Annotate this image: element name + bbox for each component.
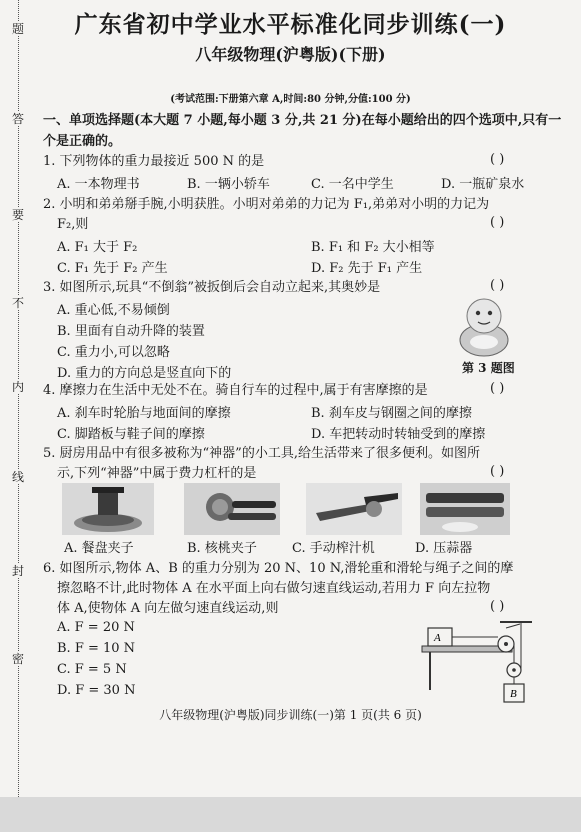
q1-option-b[interactable]: B. 一辆小轿车 bbox=[187, 177, 270, 192]
question-5-stem: 5. 厨房用品中有很多被称为“神器”的小工具,给生活带来了很多便利。如图所 bbox=[43, 446, 480, 461]
q5-option-c[interactable]: C. 手动榨汁机 bbox=[292, 541, 375, 556]
question-6-stem: 6. 如图所示,物体 A、B 的重力分别为 20 N、10 N,滑轮重和滑轮与绳子之间的摩 bbox=[43, 561, 514, 576]
q2-option-b[interactable]: B. F₁ 和 F₂ 大小相等 bbox=[311, 240, 435, 255]
q3-option-a[interactable]: A. 重心低,不易倾倒 bbox=[57, 303, 170, 318]
q6-option-a[interactable]: A. F = 20 N bbox=[57, 620, 135, 635]
question-5-stem-cont: 示,下列“神器”中属于费力杠杆的是 bbox=[57, 466, 257, 481]
question-1-stem: 1. 下列物体的重力最接近 500 N 的是 bbox=[43, 154, 265, 169]
q2-option-d[interactable]: D. F₂ 先于 F₁ 产生 bbox=[311, 261, 423, 276]
q1-option-a[interactable]: A. 一本物理书 bbox=[57, 177, 140, 192]
q3-option-b[interactable]: B. 里面有自动升降的装置 bbox=[57, 324, 205, 339]
q5-option-a[interactable]: A. 餐盘夹子 bbox=[64, 541, 134, 556]
answer-paren[interactable]: ( ) bbox=[490, 152, 505, 167]
binding-char: 线 bbox=[6, 470, 30, 484]
binding-char: 题 bbox=[6, 22, 30, 36]
question-4-stem: 4. 摩擦力在生活中无处不在。骑自行车的过程中,属于有害摩擦的是 bbox=[43, 383, 428, 398]
q1-option-d[interactable]: D. 一瓶矿泉水 bbox=[441, 177, 525, 192]
block-a-label: A bbox=[434, 632, 441, 644]
binding-char: 内 bbox=[6, 380, 30, 394]
hand-juicer-photo bbox=[306, 483, 402, 535]
question-2-stem-cont: F₂,则 bbox=[57, 217, 89, 232]
block-b-label: B bbox=[510, 688, 517, 700]
answer-paren[interactable]: ( ) bbox=[490, 278, 505, 293]
tumbler-toy-figure bbox=[455, 292, 513, 358]
q1-option-c[interactable]: C. 一名中学生 bbox=[311, 177, 394, 192]
page-title: 广东省初中学业水平标准化同步训练(一) bbox=[74, 11, 507, 38]
q2-option-c[interactable]: C. F₁ 先于 F₂ 产生 bbox=[57, 261, 168, 276]
binding-char: 密 bbox=[6, 652, 30, 666]
binding-char: 答 bbox=[6, 112, 30, 126]
plate-clip-photo bbox=[62, 483, 154, 535]
q4-option-b[interactable]: B. 刹车皮与钢圈之间的摩擦 bbox=[311, 406, 472, 421]
question-3-stem: 3. 如图所示,玩具“不倒翁”被扳倒后会自动立起来,其奥妙是 bbox=[43, 280, 381, 295]
answer-paren[interactable]: ( ) bbox=[490, 215, 505, 230]
garlic-press-photo bbox=[420, 483, 510, 535]
question-2-stem: 2. 小明和弟弟掰手腕,小明获胜。小明对弟弟的力记为 F₁,弟弟对小明的力记为 bbox=[43, 197, 490, 212]
viewer-bottom-bar bbox=[0, 797, 581, 832]
binding-char: 不 bbox=[6, 296, 30, 310]
binding-char: 要 bbox=[6, 208, 30, 222]
page-footer: 八年级物理(沪粤版)同步训练(一)第 1 页(共 6 页) bbox=[159, 708, 422, 722]
q3-option-d[interactable]: D. 重力的方向总是竖直向下的 bbox=[57, 366, 232, 381]
q4-option-d[interactable]: D. 车把转动时转轴受到的摩擦 bbox=[311, 427, 486, 442]
page-subtitle: 八年级物理(沪粤版)(下册) bbox=[195, 45, 386, 64]
q6-option-b[interactable]: B. F = 10 N bbox=[57, 641, 136, 656]
q4-option-a[interactable]: A. 刹车时轮胎与地面间的摩擦 bbox=[57, 406, 231, 421]
section-heading: 一、单项选择题(本大题 7 小题,每小题 3 分,共 21 分)在每小题给出的四个选项中,只有一个是正确的。 bbox=[43, 113, 562, 149]
q6-option-c[interactable]: C. F = 5 N bbox=[57, 662, 127, 677]
q6-option-d[interactable]: D. F = 30 N bbox=[57, 683, 136, 698]
q4-option-c[interactable]: C. 脚踏板与鞋子间的摩擦 bbox=[57, 427, 205, 442]
figure-3-caption: 第 3 题图 bbox=[462, 361, 515, 375]
answer-paren[interactable]: ( ) bbox=[490, 599, 505, 614]
q5-option-d[interactable]: D. 压蒜器 bbox=[415, 541, 473, 556]
q3-option-c[interactable]: C. 重力小,可以忽略 bbox=[57, 345, 170, 360]
question-6-stem-cont: 体 A,使物体 A 向左做匀速直线运动,则 bbox=[57, 601, 279, 616]
pulley-diagram bbox=[420, 620, 535, 708]
answer-paren[interactable]: ( ) bbox=[490, 464, 505, 479]
binding-char: 封 bbox=[6, 564, 30, 578]
answer-paren[interactable]: ( ) bbox=[490, 381, 505, 396]
exam-info: (考试范围:下册第六章 A,时间:80 分钟,分值:100 分) bbox=[170, 94, 411, 105]
question-6-stem-cont: 擦忽略不计,此时物体 A 在水平面上向右做匀速直线运动,若用力 F 向左拉物 bbox=[57, 581, 491, 596]
q2-option-a[interactable]: A. F₁ 大于 F₂ bbox=[57, 240, 138, 255]
walnut-cracker-photo bbox=[184, 483, 280, 535]
q5-option-b[interactable]: B. 核桃夹子 bbox=[187, 541, 257, 556]
